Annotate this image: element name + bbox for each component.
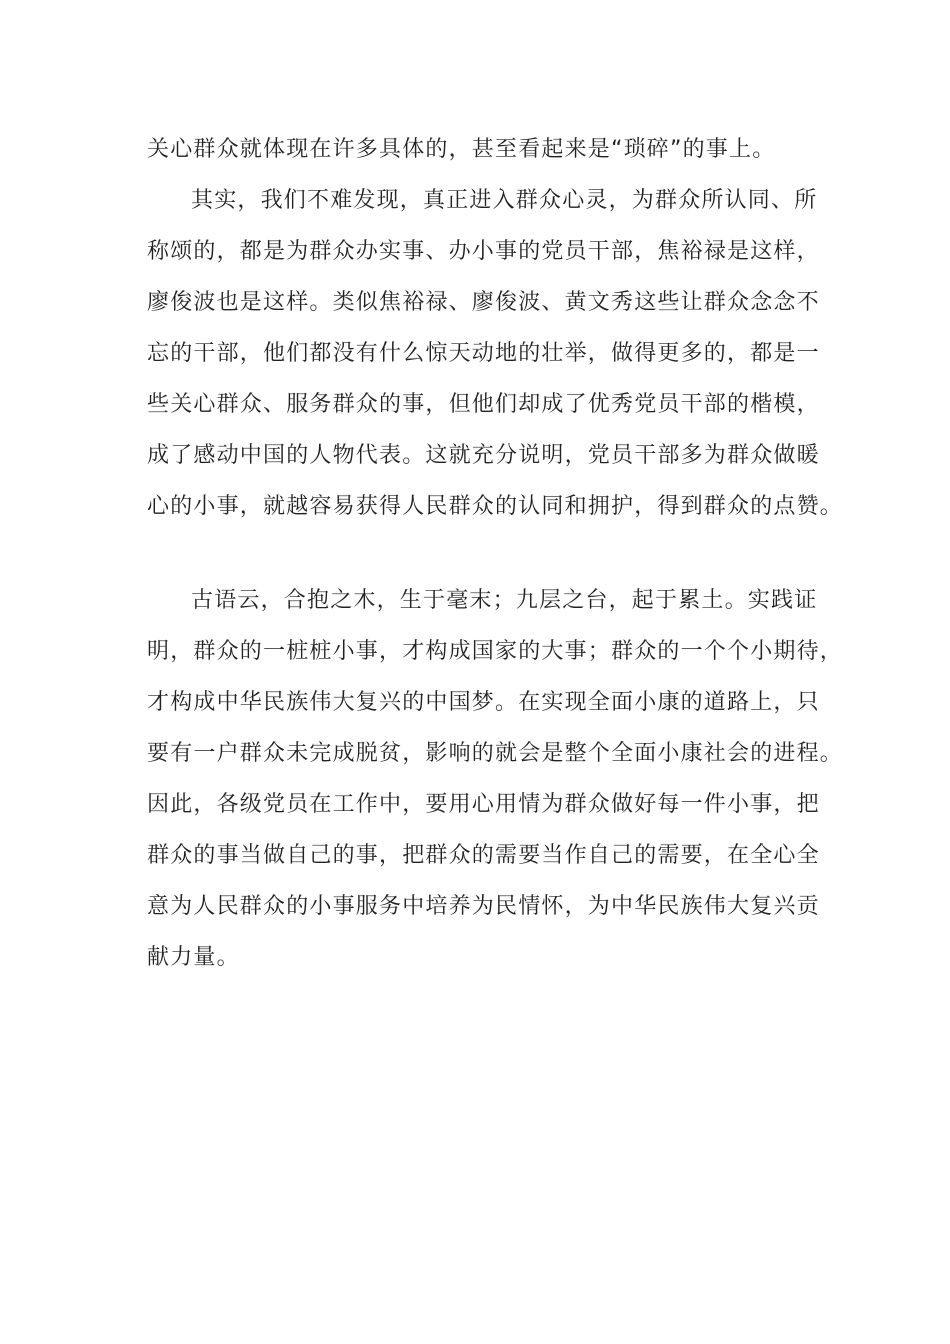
paragraph-line: 成了感动中国的人物代表。这就充分说明，党员干部多为群众做暖	[147, 443, 820, 468]
paragraph-line: 群众的事当做自己的事，把群众的需要当作自己的需要，在全心全	[147, 843, 820, 868]
paragraph-line: 廖俊波也是这样。类似焦裕禄、廖俊波、黄文秀这些让群众念念不	[147, 290, 820, 315]
paragraph-line: 因此，各级党员在工作中，要用心用情为群众做好每一件小事，把	[147, 792, 820, 817]
paragraph-line: 称颂的，都是为群众办实事、办小事的党员干部，焦裕禄是这样，	[147, 239, 820, 264]
paragraph-line: 才构成中华民族伟大复兴的中国梦。在实现全面小康的道路上，只	[147, 690, 820, 715]
paragraph-line: 古语云，合抱之木，生于毫末；九层之台，起于累土。实践证	[191, 588, 818, 613]
paragraph-line: 献力量。	[147, 945, 240, 970]
paragraph-line: 关心群众就体现在许多具体的，甚至看起来是“琐碎”的事上。	[147, 137, 776, 162]
paragraph-line: 其实，我们不难发现，真正进入群众心灵，为群众所认同、所	[191, 188, 818, 213]
paragraph-line: 些关心群众、服务群众的事，但他们却成了优秀党员干部的楷模，	[147, 392, 820, 417]
paragraph-line: 忘的干部，他们都没有什么惊天动地的壮举，做得更多的，都是一	[147, 341, 820, 366]
paragraph-line: 心的小事，就越容易获得人民群众的认同和拥护，得到群众的点赞。	[147, 494, 844, 519]
paragraph-line: 要有一户群众未完成脱贫，影响的就会是整个全面小康社会的进程。	[147, 741, 844, 766]
paragraph-line: 意为人民群众的小事服务中培养为民情怀，为中华民族伟大复兴贡	[147, 894, 820, 919]
paragraph-line: 明，群众的一桩桩小事，才构成国家的大事；群众的一个个小期待，	[147, 639, 844, 664]
